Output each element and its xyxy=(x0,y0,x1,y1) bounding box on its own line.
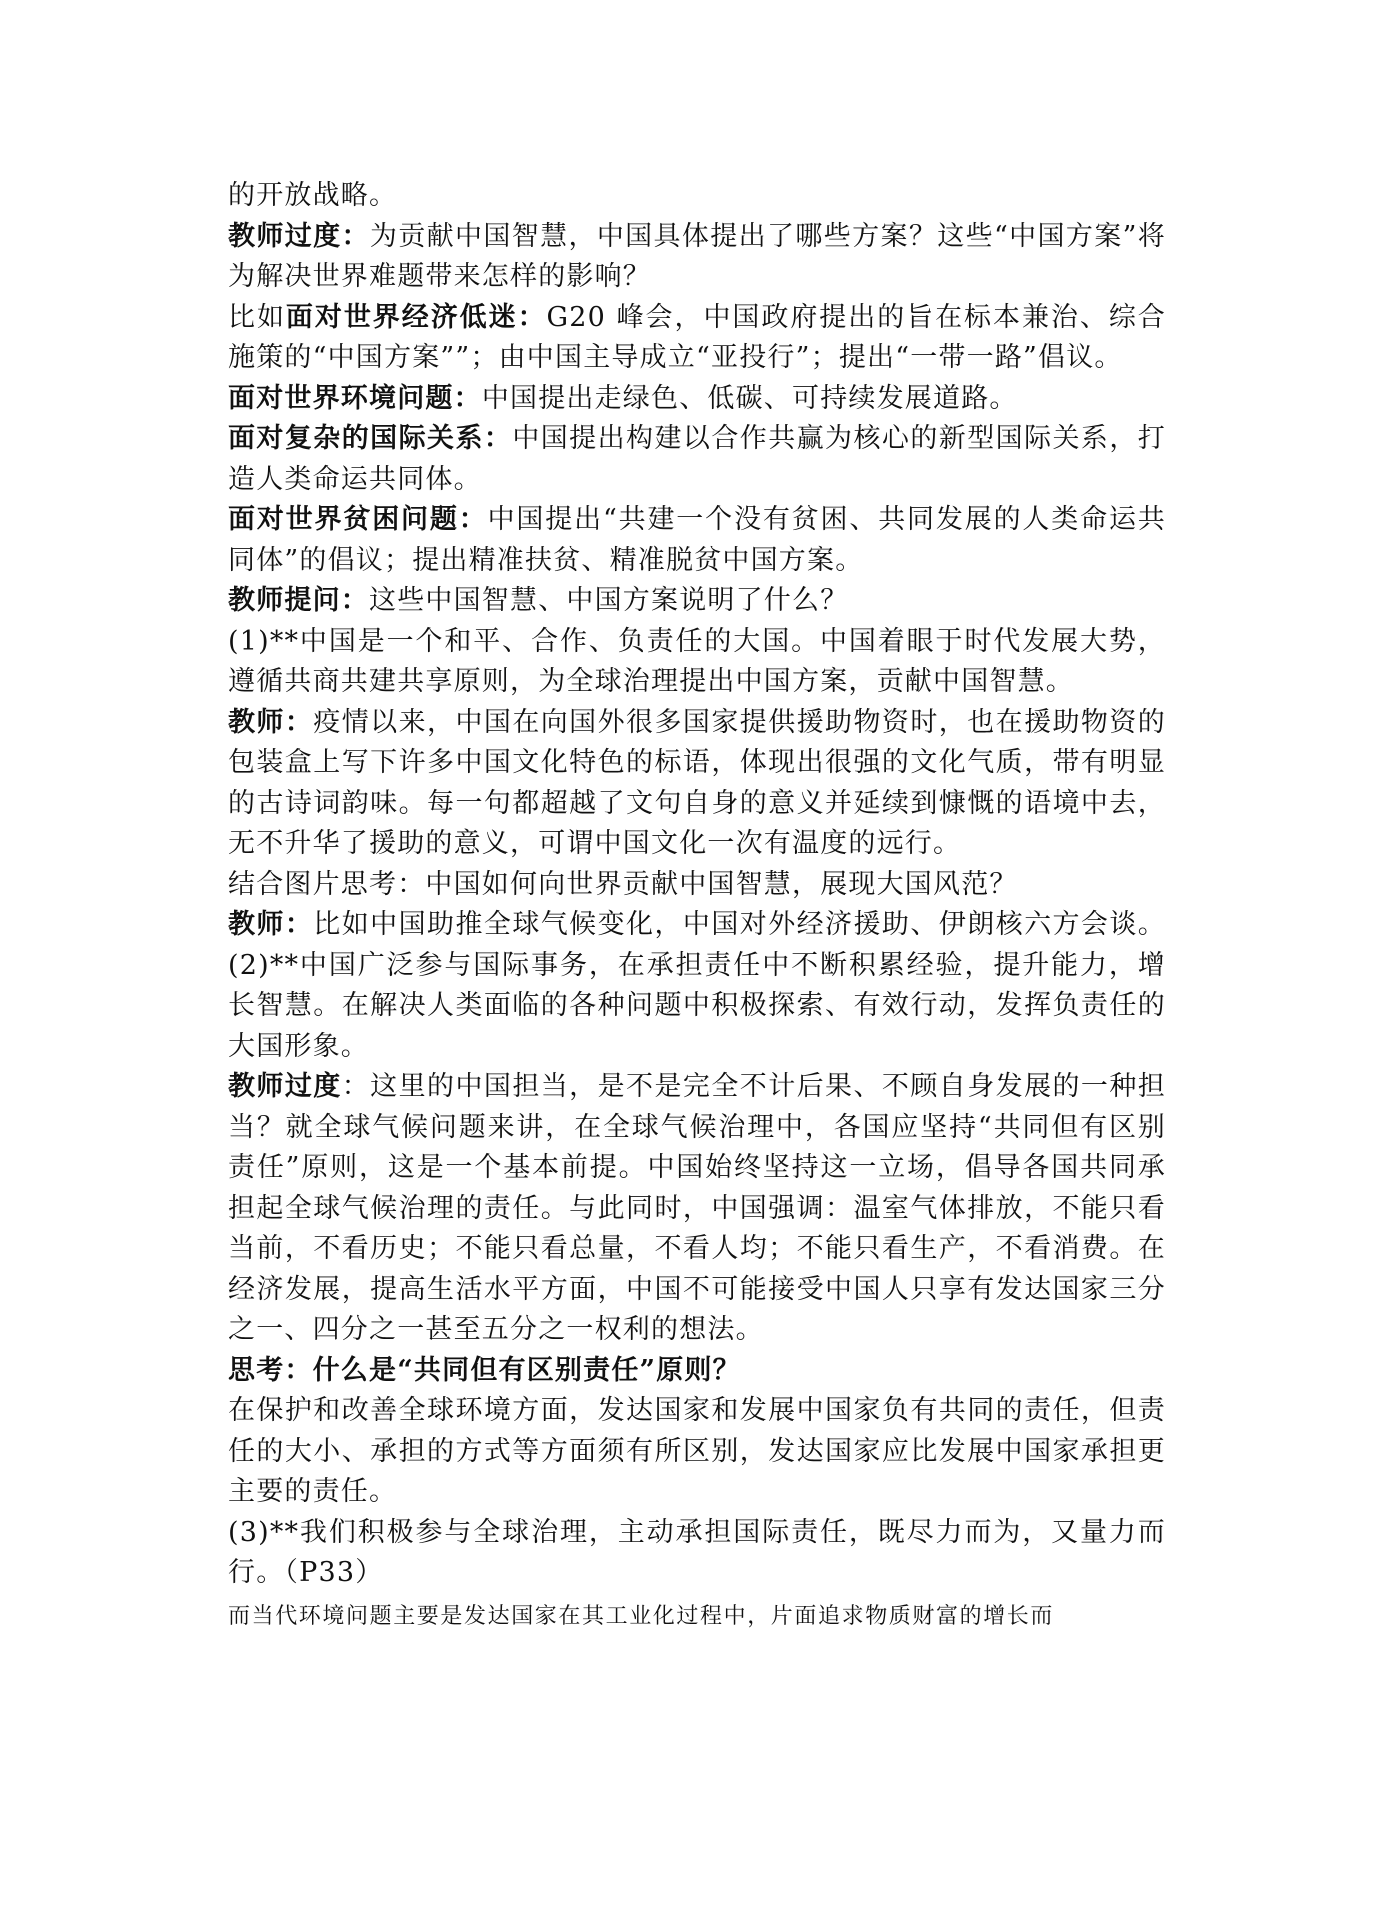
bold-label: 思考：什么是“共同但有区别责任”原则？ xyxy=(228,1354,741,1386)
bold-label: 教师： xyxy=(228,909,314,940)
paragraph-text: 的开放战略。 xyxy=(228,180,398,211)
paragraph xyxy=(228,865,1166,906)
paragraph xyxy=(228,1351,1166,1392)
paragraph xyxy=(228,622,1166,703)
bold-label: 教师： xyxy=(228,706,314,738)
paragraph-text: 中国提出“共建一个没有贫困、共同发展的人类命运共同体”的倡议；提出精准扶贫、精准脱贫中国方案。 xyxy=(228,504,1166,576)
paragraph xyxy=(228,905,1166,1067)
paragraph xyxy=(228,1067,1166,1351)
bold-label: 面对复杂的国际关系： xyxy=(228,423,513,454)
paragraph xyxy=(228,1513,1166,1594)
paragraph-text: ：这里的中国担当，是不是完全不计后果、不顾自身发展的一种担当？就全球气候问题来讲，在全球气候治理中，各国应坚持“共同但有区别责任”原则，这是一个基本前提。中国始终坚持这一立场，倡导各国共同承担起全球气候治理的责任。与此同时，中国强调：温室气体排放，不能只看当前，不看历史；不能只看总量，不看人均；不能只看生产，不看消费。在经济发展，提高生活水平方面，中国不可能接受中国人只享有发达国家三分之一、四分之一甚至五分之一权利的想法。 xyxy=(228,1071,1166,1345)
paragraph xyxy=(228,176,1166,217)
document-page xyxy=(228,176,1166,1634)
paragraph-text: G20 峰会，中国政府提出的旨在标本兼治、综合施策的“中国方案””；由中国主导成立“亚投行”；提出“一带一路”倡议。 xyxy=(228,301,1166,373)
paragraph-text: 中国提出构建以合作共赢为核心的新型国际关系，打造人类命运共同体。 xyxy=(228,423,1166,495)
bold-label: 教师提问： xyxy=(228,585,369,616)
bold-label: 教师过度： xyxy=(228,220,370,252)
paragraph xyxy=(228,703,1166,865)
paragraph-text: (1)**中国是一个和平、合作、负责任的大国。中国着眼于时代发展大势，遵循共商共建共享原则，为全球治理提出中国方案，贡献中国智慧。 xyxy=(228,625,1166,697)
paragraph xyxy=(228,500,1166,581)
bold-label: 面对世界环境问题： xyxy=(228,382,482,414)
paragraph-text: 为贡献中国智慧，中国具体提出了哪些方案？这些“中国方案”将为解决世界难题带来怎样的影响？ xyxy=(228,220,1167,292)
trailing-small-line: 而当代环境问题主要是发达国家在其工业化过程中，片面追求物质财富的增长而 xyxy=(228,1603,1055,1629)
bold-label: 面对世界贫困问题： xyxy=(228,504,488,535)
paragraph xyxy=(228,1391,1166,1513)
paragraph-text: 中国提出走绿色、低碳、可持续发展道路。 xyxy=(481,382,1018,414)
document-body xyxy=(228,176,1166,1594)
paragraph-text: 在保护和改善全球环境方面，发达国家和发展中国家负有共同的责任，但责任的大小、承担的方式等方面须有所区别，发达国家应比发展中国家承担更主要的责任。 xyxy=(228,1395,1166,1507)
paragraph xyxy=(228,419,1166,500)
paragraph-text: (3)**我们积极参与全球治理，主动承担国际责任，既尽力而为，又量力而行。（P33） xyxy=(228,1516,1166,1588)
paragraph-text: 疫情以来，中国在向国外很多国家提供援助物资时，也在援助物资的包装盒上写下许多中国文化特色的标语，体现出很强的文化气质，带有明显的古诗词韵味。每一句都超越了文句自身的意义并延续到慷慨的语境中去，无不升华了援助的意义，可谓中国文化一次有温度的远行。 xyxy=(228,706,1166,859)
paragraph xyxy=(228,581,1166,622)
paragraph xyxy=(228,298,1166,379)
bold-label: 教师过度 xyxy=(228,1071,342,1102)
paragraph-text: 这些中国智慧、中国方案说明了什么？ xyxy=(369,585,849,616)
bold-label: 面对世界经济低迷： xyxy=(285,301,547,333)
paragraph-text: 比如中国助推全球气候变化，中国对外经济援助、伊朗核六方会谈。(2)**中国广泛参与国际事务，在承担责任中不断积累经验，提升能力，增长智慧。在解决人类面临的各种问题中积极探索、有效行动，发挥负责任的大国形象。 xyxy=(228,909,1166,1062)
paragraph xyxy=(228,217,1166,298)
paragraph-text: 结合图片思考：中国如何向世界贡献中国智慧，展现大国风范？ xyxy=(228,868,1018,900)
paragraph-text: 比如 xyxy=(228,301,286,333)
paragraph xyxy=(228,379,1166,420)
